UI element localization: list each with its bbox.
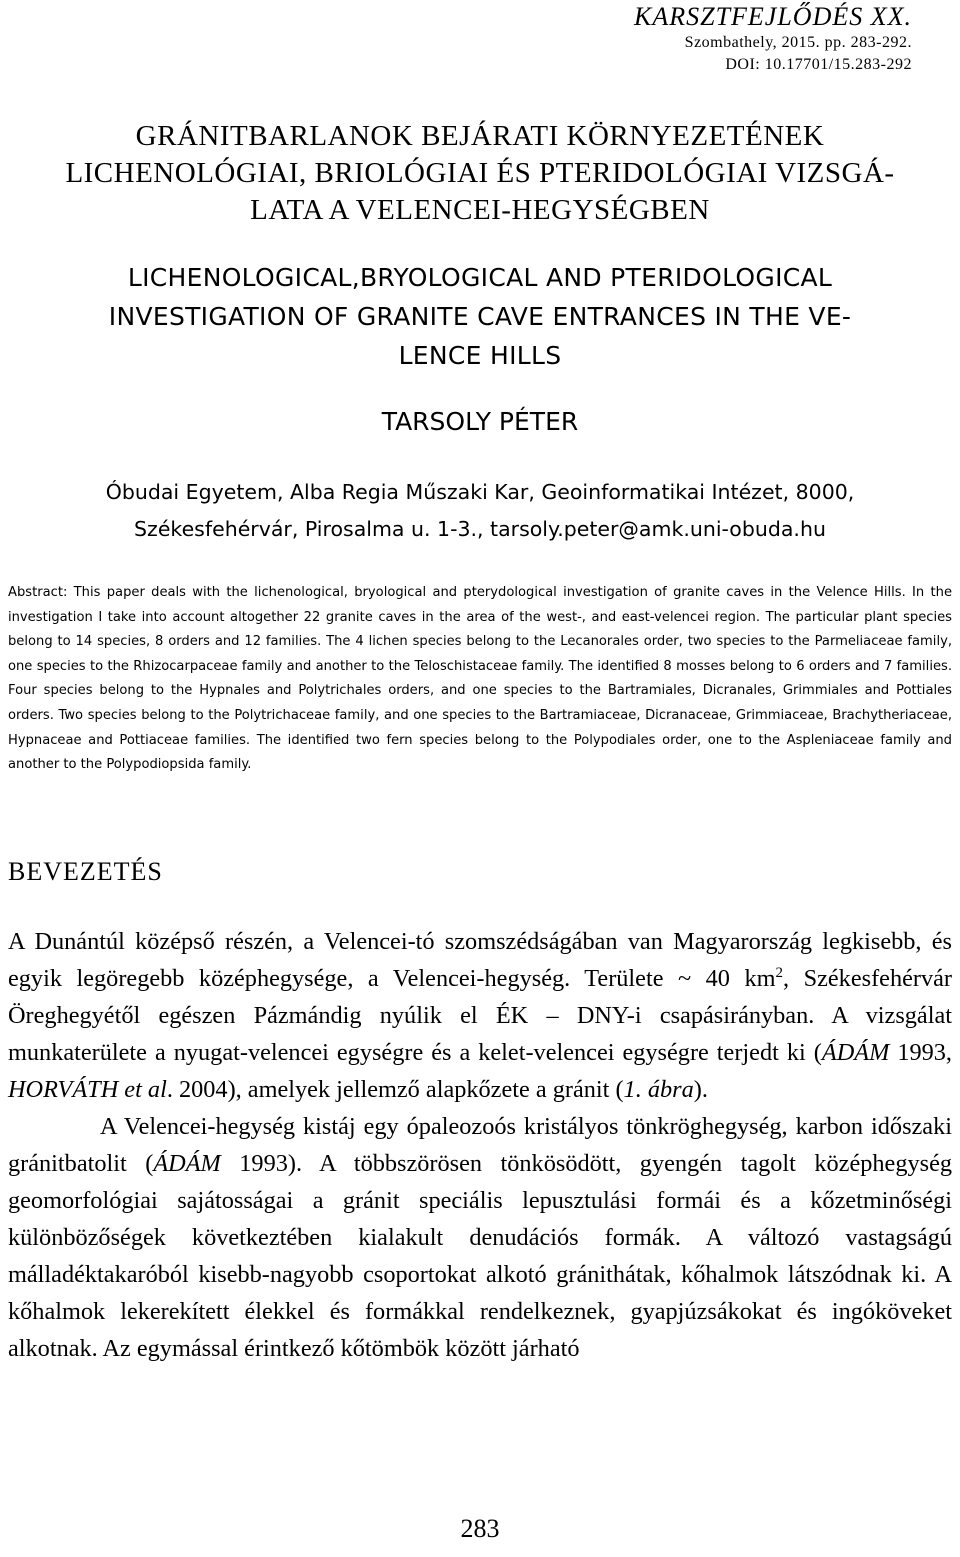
author-affiliation [0, 474, 960, 548]
text-run: 1993, [889, 1039, 953, 1066]
text-run: A Dunántúl középső részén, a Velencei-tó szomszédságában van Magyarország legkisebb, és egyik legöregebb középhegysége, a Velencei-hegység. Területe ~ 40 km [8, 928, 952, 992]
title-hungarian [0, 118, 960, 229]
title-english-line: LENCE HILLS [398, 341, 562, 370]
superscript: 2 [775, 964, 784, 981]
citation-author: HORVÁTH et al [8, 1076, 167, 1103]
section-heading: BEVEZETÉS [8, 857, 163, 886]
title-hungarian-line: LICHENOLÓGIAI, BRIOLÓGIAI ÉS PTERIDOLÓGIAI VIZSGÁ- [65, 157, 895, 189]
citation-author: ÁDÁM [821, 1039, 890, 1066]
text-run: 1993). A többszörösen tönkösödött, gyengén tagolt középhegység geomorfológiai sajátosságai a gránit speciális lepusztulási formái és a kőzetminőségi különbözőségek következtében kialakult denudációs formák. A változó vastagságú málladéktakaróból kisebb-nagyobb csoportokat alkotó gránithátak, kőhalmok látszódnak ki. A kőhalmok lekerekített élekkel és formákkal rendelkeznek, gyapjúzsákokat és ingóköveket alkotnak. Az egymással érintkező kőtömbök között járható [8, 1150, 953, 1362]
journal-name: KARSZTFEJLŐDÉS XX. [634, 2, 912, 31]
page-number: 283 [460, 1514, 500, 1543]
title-english-line: LICHENOLOGICAL,BRYOLOGICAL AND PTERIDOLOGICAL [127, 263, 833, 292]
affiliation-line: Székesfehérvár, Pirosalma u. 1-3., tarsoly.peter@amk.uni-obuda.hu [134, 517, 826, 541]
title-hungarian-line: GRÁNITBARLANOK BEJÁRATI KÖRNYEZETÉNEK [135, 120, 825, 152]
title-english [0, 258, 960, 375]
text-run: . 2004), amelyek jellemző alapkőzete a gránit ( [166, 1076, 624, 1103]
text-run: ). [693, 1076, 708, 1103]
body-text [8, 923, 952, 1367]
abstract: Abstract: This paper deals with the lichenological, bryological and pterydological investigation of granite caves in the Velence Hills. In the investigation I take into account altogether 22 granite caves in the area of the west-, and east-velencei region. The particular plant species belong to 14 species, 8 orders and 12 families. The 4 lichen species belong to the Lecanorales order, two species to the Parmeliaceae family, one species to the Rhizocarpaceae family and another to the Teloschistaceae family. The identified 8 mosses belong to 6 orders and 7 families. Four species belong to the Hypnales and Polytrichales orders, and one species to the Bartramiales, Dicranales, Grimmiales and Pottiales orders. Two species belong to the Polytrichaceae family, and one species to the Bartramiaceae, Dicranaceae, Grimmiaceae, Brachytheriaceae, Hypnaceae and Pottiaceae families. The identified two fern species belong to the Polypodiales order, one to the Aspleniaceae family and another to the Polypodiopsida family. [8, 585, 952, 773]
citation-author: ÁDÁM [153, 1150, 221, 1177]
affiliation-line: Óbudai Egyetem, Alba Regia Műszaki Kar, Geoinformatikai Intézet, 8000, [105, 480, 855, 504]
figure-reference: 1. ábra [623, 1076, 694, 1103]
journal-doi: DOI: 10.17701/15.283-292 [725, 56, 912, 73]
journal-header [634, 2, 912, 76]
author-name: TARSOLY PÉTER [381, 407, 579, 436]
title-english-line: INVESTIGATION OF GRANITE CAVE ENTRANCES IN THE VE- [108, 302, 852, 331]
title-hungarian-line: LATA A VELENCEI-HEGYSÉGBEN [250, 194, 710, 226]
paragraph [8, 923, 952, 1108]
text-run: A Velencei-hegység kistáj egy ópaleozoós kristályos tönkröghegység, karbon időszaki gránitbatolit ( [8, 1113, 952, 1177]
journal-citation: Szombathely, 2015. pp. 283-292. [684, 34, 912, 51]
text-run: , Székesfehérvár Öreghegyétől egészen Pázmándig nyúlik el ÉK – DNY-i csapásirányban. A vizsgálat munkaterülete a nyugat-velencei egységre és a kelet-velencei egységre terjedt ki ( [8, 965, 952, 1066]
paragraph [8, 1108, 952, 1367]
